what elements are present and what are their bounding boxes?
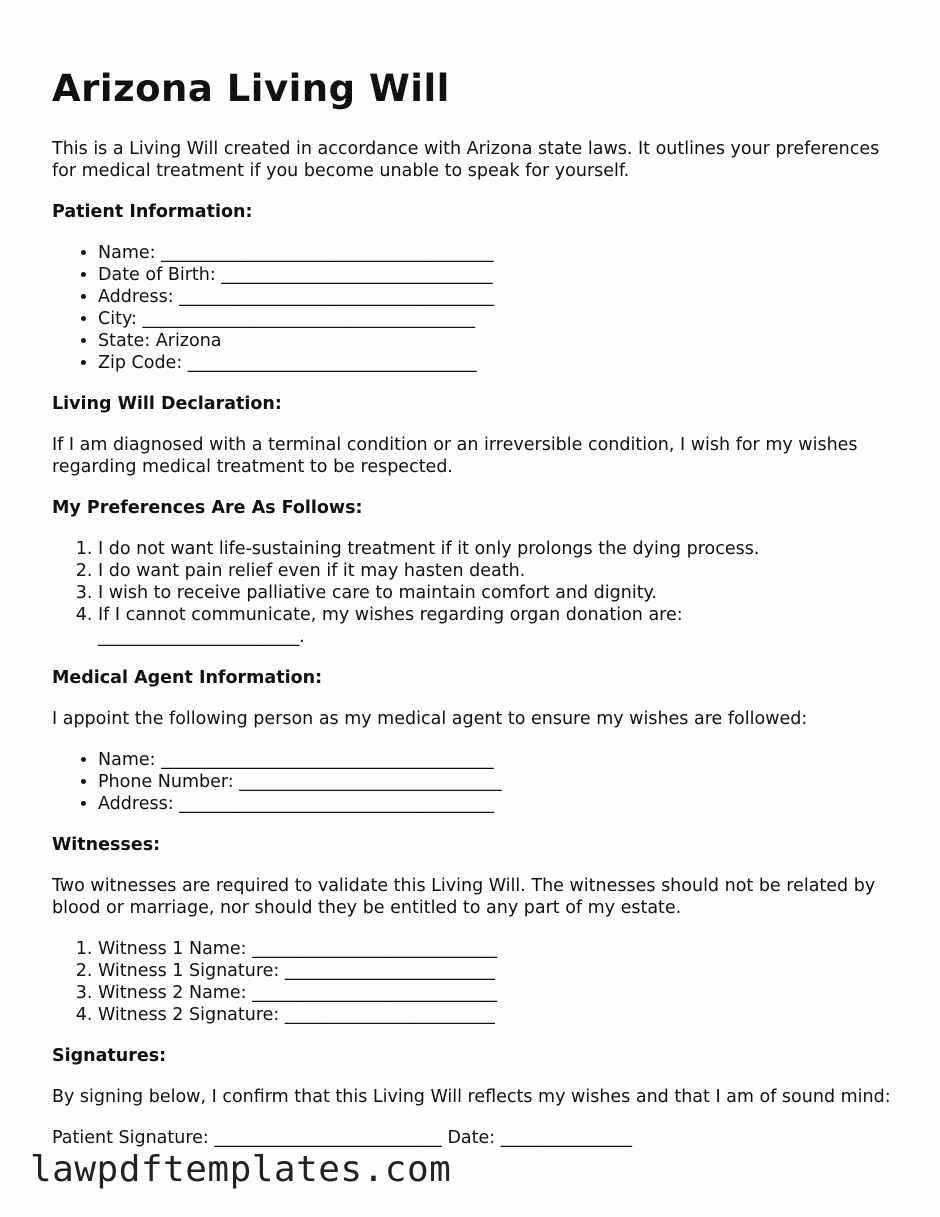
signatures-paragraph: By signing below, I confirm that this Living Will reflects my wishes and that I am of sound mind: [52,1087,891,1107]
declaration-paragraph: If I am diagnosed with a terminal condition or an irreversible condition, I wish for my wishes regarding medical treatment to be respected. [52,435,858,477]
list-item: • City: ______________________________________ [98,308,902,330]
agent-heading: Medical Agent Information: [52,668,323,688]
agent-list [52,749,902,815]
list-item: 2. I do want pain relief even if it may hasten death. [98,560,902,582]
list-item: 2. Witness 1 Signature: ________________________ [98,960,902,982]
watermark-logo: lawpdftemplates.com [30,1149,452,1190]
list-item: 1. Witness 1 Name: ____________________________ [98,938,902,960]
list-item: 4. Witness 2 Signature: ________________________ [98,1004,902,1026]
list-item: • Name: ______________________________________ [98,242,902,264]
preferences-heading: My Preferences Are As Follows: [52,498,363,518]
list-item: • Zip Code: _________________________________ [98,352,902,374]
witnesses-list [52,938,902,1026]
list-item: • Phone Number: ______________________________ [98,771,902,793]
list-item: • State: Arizona [98,330,902,352]
preferences-list [52,538,902,648]
patient-signature-line: Patient Signature: __________________________ Date: _______________ [52,1128,632,1148]
agent-paragraph: I appoint the following person as my medical agent to ensure my wishes are followed: [52,709,808,729]
list-item: • Date of Birth: _______________________________ [98,264,902,286]
list-item: 3. I wish to receive palliative care to maintain comfort and dignity. [98,582,902,604]
list-item: • Address: ____________________________________ [98,286,902,308]
patient-list [52,242,902,374]
page-title: Arizona Living Will [52,67,450,110]
declaration-heading: Living Will Declaration: [52,394,282,414]
document-page [52,66,902,1168]
patient-heading: Patient Information: [52,202,253,222]
list-item: 3. Witness 2 Name: ____________________________ [98,982,902,1004]
witnesses-heading: Witnesses: [52,835,161,855]
list-item: • Address: ____________________________________ [98,793,902,815]
signatures-heading: Signatures: [52,1046,167,1066]
list-item: 4. If I cannot communicate, my wishes regarding organ donation are: _______________________. [98,604,902,648]
list-item: • Name: ______________________________________ [98,749,902,771]
intro-paragraph: This is a Living Will created in accordance with Arizona state laws. It outlines your preferences for medical treatment if you become unable to speak for yourself. [52,139,880,181]
list-item: 1. I do not want life-sustaining treatment if it only prolongs the dying process. [98,538,902,560]
witnesses-paragraph: Two witnesses are required to validate this Living Will. The witnesses should not be related by blood or marriage, nor should they be entitled to any part of my estate. [52,876,876,918]
